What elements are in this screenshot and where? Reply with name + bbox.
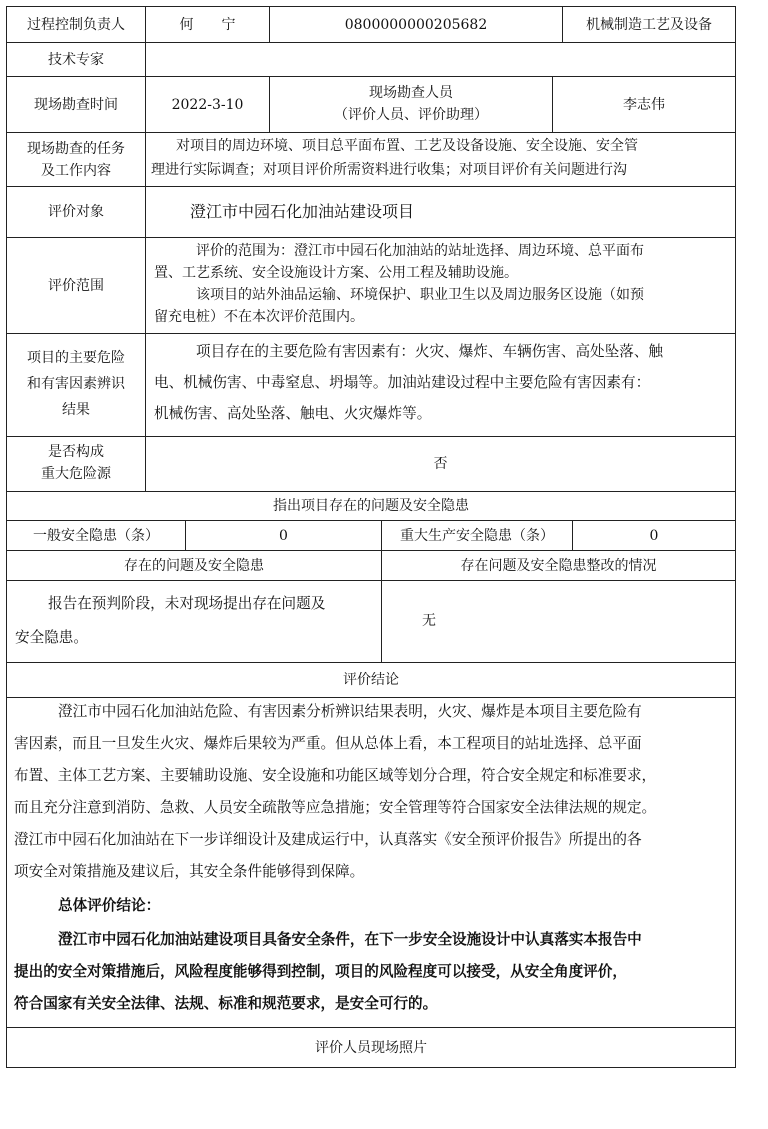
overall-conclusion-line2: 提出的安全对策措施后，风险程度能够得到控制，项目的风险程度可以接受，从安全角度评价， — [14, 963, 627, 980]
conclusion-line1: 澄江市中园石化加油站危险、有害因素分析辨识结果表明，火灾、爆炸是本项目主要危险有 — [58, 703, 642, 720]
hazard-line1: 项目存在的主要危险有害因素有：火灾、爆炸、车辆伤害、高处坠落、触 — [196, 343, 664, 360]
eval-scope-line2: 置、工艺系统、安全设施设计方案、公用工程及辅助设施。 — [154, 265, 518, 281]
conclusion-line3: 布置、主体工艺方案、主要辅助设施、安全设施和功能区域等划分合理，符合安全规定和标准要求， — [14, 767, 657, 784]
problems-line1: 报告在预判阶段，未对现场提出存在问题及 — [48, 595, 326, 612]
hazard-label-line2: 和有害因素辨识 — [27, 376, 125, 392]
overall-conclusion-line1: 澄江市中园石化加油站建设项目具备安全条件，在下一步安全设施设计中认真落实本报告中 — [58, 931, 642, 948]
problems-line2: 安全隐患。 — [15, 629, 88, 646]
major-hazard-label-line2: 重大危险源 — [41, 466, 111, 482]
specialty-value: 机械制造工艺及设备 — [586, 16, 712, 33]
task-label-line1: 现场勘查的任务 — [27, 141, 125, 157]
task-text-line2: 理进行实际调查；对项目评价所需资料进行收集；对项目评价有关问题进行沟 — [151, 162, 627, 178]
eval-scope-line4: 留充电桩）不在本次评价范围内。 — [154, 309, 364, 325]
photos-header: 评价人员现场照片 — [315, 1039, 427, 1056]
cell-problems-text — [6, 580, 382, 663]
tech-expert-label: 技术专家 — [48, 51, 104, 68]
survey-date: 2022-3-10 — [171, 96, 244, 113]
process-control-label: 过程控制负责人 — [27, 16, 125, 33]
hazard-line3: 机械伤害、高处坠落、触电、火灾爆炸等。 — [154, 405, 432, 422]
survey-staff-label-line2: （评价人员、评价助理） — [334, 107, 488, 123]
certificate-number: 0800000000205682 — [344, 16, 488, 33]
conclusion-line5: 澄江市中园石化加油站在下一步详细设计及建成运行中，认真落实《安全预评价报告》所提出的各 — [14, 831, 642, 848]
eval-scope-line1: 评价的范围为：澄江市中园石化加油站的站址选择、周边环境、总平面布 — [196, 243, 644, 259]
task-text-line1: 对项目的周边环境、项目总平面布置、工艺及设备设施、安全设施、安全管 — [176, 138, 638, 154]
survey-staff-name: 李志伟 — [623, 96, 665, 113]
overall-conclusion-line3: 符合国家有关安全法律、法规、标准和规范要求，是安全可行的。 — [14, 995, 438, 1012]
issues-header: 指出项目存在的问题及安全隐患 — [273, 498, 469, 514]
eval-object-label: 评价对象 — [48, 204, 104, 220]
col-rectification-header: 存在问题及安全隐患整改的情况 — [460, 557, 657, 574]
tech-expert-value — [145, 42, 736, 77]
survey-staff-label-line1: 现场勘查人员 — [369, 85, 453, 101]
major-hazard-count-label: 重大生产安全隐患（条） — [400, 527, 554, 544]
conclusion-line2: 害因素，而且一旦发生火灾、爆炸后果较为严重。但从总体上看，本工程项目的站址选择、总平面 — [14, 735, 642, 752]
col-problems-header: 存在的问题及安全隐患 — [124, 557, 264, 574]
conclusion-header: 评价结论 — [343, 672, 399, 688]
task-label-line2: 及工作内容 — [41, 163, 111, 179]
hazard-line2: 电、机械伤害、中毒窒息、坍塌等。加油站建设过程中主要危险有害因素有： — [154, 374, 651, 391]
major-hazard-value: 否 — [433, 456, 448, 472]
major-hazard-count: 0 — [649, 527, 659, 544]
hazard-label-line3: 结果 — [62, 402, 90, 418]
conclusion-line6: 项安全对策措施及建议后，其安全条件能够得到保障。 — [14, 863, 365, 880]
conclusion-line4: 而且充分注意到消防、急救、人员安全疏散等应急措施；安全管理等符合国家安全法律法规的规定。 — [14, 799, 657, 816]
survey-time-label: 现场勘查时间 — [34, 96, 118, 113]
process-control-name: 何 宁 — [179, 16, 236, 33]
rectification-value: 无 — [422, 613, 436, 629]
hazard-label-line1: 项目的主要危险 — [27, 350, 125, 366]
major-hazard-label-line1: 是否构成 — [48, 444, 104, 460]
eval-object-value: 澄江市中园石化加油站建设项目 — [190, 202, 415, 221]
eval-scope-label: 评价范围 — [48, 277, 104, 294]
eval-scope-line3: 该项目的站外油品运输、环境保护、职业卫生以及周边服务区设施（如预 — [196, 287, 644, 303]
general-hazard-label: 一般安全隐患（条） — [33, 527, 159, 544]
overall-conclusion-title: 总体评价结论： — [58, 897, 161, 914]
general-hazard-count: 0 — [279, 527, 288, 544]
